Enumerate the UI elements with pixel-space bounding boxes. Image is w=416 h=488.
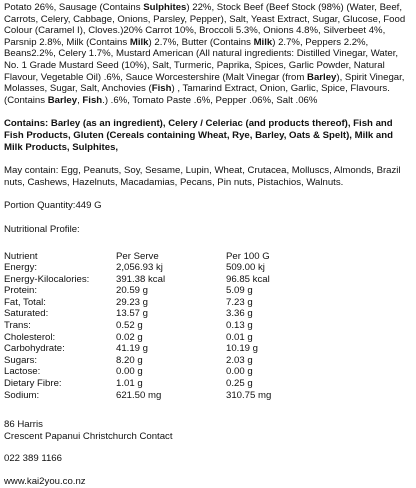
per-serve-value: 621.50 mg [116, 389, 162, 401]
per-serve-value: 8.20 g [116, 354, 143, 366]
per-100g-value: 0.00 g [226, 366, 253, 378]
per-serve-value: 1.01 g [116, 378, 143, 390]
nutrient-name: Sodium: [4, 389, 40, 401]
nutrient-name: Cholesterol: [4, 331, 56, 343]
nutrition-header-row [4, 251, 336, 263]
nutrient-name: Carbohydrate: [4, 343, 65, 355]
per-100g-value: 10.19 g [226, 343, 259, 355]
ingredient-text: Potato 26%, Sausage (Contains [4, 2, 144, 13]
address-line-1: 86 Harris [4, 419, 43, 431]
nutrient-name: Protein: [4, 285, 38, 297]
nutrition-row [4, 274, 336, 286]
ingredient-text: ), Spirit Vinegar, Molasses, Sugar, Salt, Anchovies ( [4, 71, 405, 95]
nutrition-row [4, 390, 336, 402]
per-100g-value: 5.09 g [226, 285, 253, 297]
nutritional-profile-title: Nutritional Profile: [4, 223, 80, 235]
ingredient-allergen-highlight: Fish [82, 94, 103, 106]
per-serve-value: 13.57 g [116, 308, 149, 320]
per-100g-value: 0.13 g [226, 320, 253, 332]
ingredient-allergen-highlight: Fish [151, 83, 172, 95]
nutrition-row [4, 308, 336, 320]
nutrient-name: Fat, Total: [4, 296, 46, 308]
ingredient-allergen-highlight: Milk [253, 36, 273, 48]
ingredient-text: , [77, 94, 83, 106]
nutrition-row [4, 320, 336, 332]
portion-quantity: Portion Quantity:449 G [4, 200, 102, 212]
per-serve-value: 0.02 g [116, 331, 143, 343]
per-100g-value: 0.25 g [226, 378, 253, 390]
per-serve-value: 29.23 g [116, 296, 149, 308]
nutrition-table [4, 251, 336, 402]
nutrition-row [4, 297, 336, 309]
nutrient-name: Saturated: [4, 308, 49, 320]
per-serve-value: 20.59 g [116, 285, 149, 297]
header-per-serve: Per Serve [116, 250, 159, 262]
per-100g-value: 2.03 g [226, 354, 253, 366]
website-link[interactable]: www.kai2you.co.nz [4, 476, 86, 487]
ingredients-list [4, 2, 412, 106]
ingredient-allergen-highlight: Sulphites [143, 2, 187, 13]
ingredient-allergen-highlight: Milk [129, 36, 149, 48]
per-100g-value: 96.85 kcal [226, 273, 270, 285]
nutrient-name: Sugars: [4, 354, 38, 366]
allergens-statement: Contains: Barley (as an ingredient), Celery / Celeriac (and products thereof), Fish and Fish Products, Gluten (Cereals containing Wheat, Rye, Barley, Oats & Spelt), Milk and Milk Products, Sulphites, [4, 118, 393, 153]
ingredient-text: .) .6%, Tomato Paste .6%, Pepper .06%, Salt .06% [102, 94, 318, 106]
nutrient-name: Trans: [4, 320, 31, 332]
nutrient-name: Lactose: [4, 366, 41, 378]
per-serve-value: 391.38 kcal [116, 273, 166, 285]
header-per-100g: Per 100 G [226, 250, 270, 262]
ingredient-text: ) 2.7%, Peppers 2.2%, Beans2.2%, Celery 1.7%, Mustard American (All natural ingredients: Distilled Vinegar, Water, No. 1 Grade Mustard Seed (10%), Salt, Turmeric, Paprika, Spices, Garlic Powder, Natural Flavour, Vegetable Oil) .6%, Sauce Worcestershire (Malt Vinegar (from [4, 36, 399, 83]
per-100g-value: 509.00 kj [226, 262, 265, 274]
per-serve-value: 41.19 g [116, 343, 149, 355]
per-serve-value: 2,056.93 kj [116, 262, 163, 274]
phone-number: 022 389 1166 [4, 453, 62, 465]
per-100g-value: 0.01 g [226, 331, 253, 343]
ingredient-text: ) 22%, Stock Beef (Beef Stock (98%) (Water, Beef, Carrots, Celery, Cabbage, Onions, Parsley, Pepper), Salt, Yeast Extract, Sugar, Glucose, Food Colour (Caramel I), Cloves.)20% Carrot 10%, Broccoli 5.3%, Onions 4.8%, Silverbeet 4%, Parsnip 2.8%, Milk (Contains [4, 2, 406, 48]
nutrient-name: Dietary Fibre: [4, 378, 62, 390]
per-100g-value: 7.23 g [226, 296, 253, 308]
nutrition-row [4, 366, 336, 378]
address-line-2: Crescent Papanui Christchurch Contact [4, 430, 173, 442]
ingredient-allergen-highlight: Barley [47, 94, 78, 106]
ingredient-text: ) 2.7%, Butter (Contains [148, 36, 254, 48]
may-contain-statement: May contain: Egg, Peanuts, Soy, Sesame, Lupin, Wheat, Crutacea, Molluscs, Almonds, Brazil nuts, Cashews, Hazelnuts, Macadamias, Pecans, Pin nuts, Pistachios, Walnuts. [4, 165, 401, 188]
per-serve-value: 0.52 g [116, 320, 143, 332]
nutrition-row [4, 343, 336, 355]
ingredient-allergen-highlight: Barley [307, 71, 337, 83]
nutrition-row [4, 332, 336, 344]
per-100g-value: 310.75 mg [226, 389, 272, 401]
ingredient-text: ) , Tamarind Extract, Onion, Garlic, Spice, Flavours. (Contains [4, 83, 390, 106]
nutrition-row [4, 262, 336, 274]
per-serve-value: 0.00 g [116, 366, 143, 378]
nutrition-row [4, 285, 336, 297]
nutrition-row [4, 378, 336, 390]
per-100g-value: 3.36 g [226, 308, 253, 320]
header-nutrient: Nutrient [4, 250, 38, 262]
nutrition-row [4, 355, 336, 367]
nutrient-name: Energy-Kilocalories: [4, 273, 90, 285]
nutrient-name: Energy: [4, 262, 38, 274]
